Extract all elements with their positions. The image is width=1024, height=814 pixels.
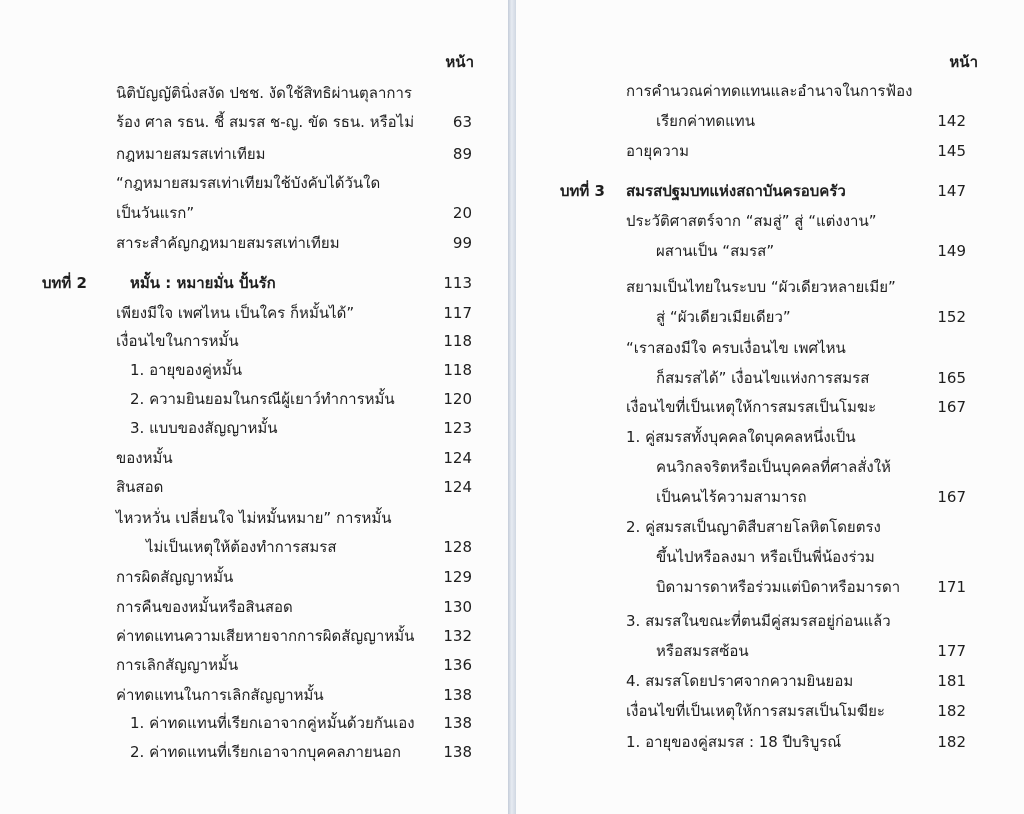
toc-entry xyxy=(0,443,508,473)
toc-entry xyxy=(0,472,508,502)
page-number: 145 xyxy=(937,142,966,160)
entry-title: เงื่อนไขในการหมั้น xyxy=(116,332,239,350)
entry-title: การผิดสัญญาหมั้น xyxy=(116,568,234,586)
chapter-label: บทที่ 2 xyxy=(42,274,87,292)
page-number: 129 xyxy=(443,568,472,586)
toc-chapter-entry xyxy=(0,268,508,298)
toc-entry xyxy=(516,727,1024,757)
toc-entry xyxy=(516,572,1024,602)
entry-title: เงื่อนไขที่เป็นเหตุให้การสมรสเป็นโมฆียะ xyxy=(626,702,885,720)
entry-title: เพียงมีใจ เพศไหน เป็นใคร ก็หมั้นได้” xyxy=(116,304,355,322)
toc-entry xyxy=(516,302,1024,332)
toc-entry xyxy=(516,272,1024,302)
entry-title: “กฎหมายสมรสเท่าเทียมใช้บังคับได้วันใด xyxy=(116,174,381,192)
toc-entry xyxy=(0,621,508,651)
page-number: 118 xyxy=(443,361,472,379)
page-number: 138 xyxy=(443,714,472,732)
page-number: 130 xyxy=(443,598,472,616)
entry-title: ร้อง ศาล รธน. ชี้ สมรส ช-ญ. ขัด รธน. หรือไม่ xyxy=(116,113,415,131)
toc-entry xyxy=(0,168,508,198)
entry-title: บิดามารดาหรือร่วมแต่บิดาหรือมารดา xyxy=(656,578,901,596)
entry-title: ค่าทดแทนความเสียหายจากการผิดสัญญาหมั้น xyxy=(116,627,415,645)
entry-title: ประวัติศาสตร์จาก “สมสู่” สู่ “แต่งงาน” xyxy=(626,212,877,230)
toc-entry xyxy=(516,236,1024,266)
entry-title: เป็นวันแรก” xyxy=(116,204,195,222)
chapter-label: บทที่ 3 xyxy=(560,182,605,200)
toc-entry xyxy=(0,413,508,443)
toc-entry xyxy=(0,384,508,414)
entry-title: 3. แบบของสัญญาหมั้น xyxy=(130,419,278,437)
entry-title: 3. สมรสในขณะที่ตนมีคู่สมรสอยู่ก่อนแล้ว xyxy=(626,612,891,630)
entry-title: คนวิกลจริตหรือเป็นบุคคลที่ศาลสั่งให้ xyxy=(656,458,891,476)
page-column-header: หน้า xyxy=(445,53,474,71)
page-number: 147 xyxy=(937,182,966,200)
toc-entry xyxy=(0,326,508,356)
toc-entry xyxy=(0,228,508,258)
toc-entry xyxy=(516,422,1024,452)
entry-title: 2. ค่าทดแทนที่เรียกเอาจากบุคคลภายนอก xyxy=(130,743,401,761)
toc-entry xyxy=(516,512,1024,542)
toc-entry xyxy=(0,532,508,562)
page-number: 182 xyxy=(937,733,966,751)
entry-title: 2. คู่สมรสเป็นญาติสืบสายโลหิตโดยตรง xyxy=(626,518,881,536)
entry-title: กฎหมายสมรสเท่าเทียม xyxy=(116,145,266,163)
page-number: 99 xyxy=(452,234,472,252)
chapter-title: หมั้น : หมายมั่น ปั้นรัก xyxy=(130,274,276,292)
entry-title: ไหวหวั่น เปลี่ยนใจ ไม่หมั้นหมาย” การหมั้น xyxy=(116,509,392,527)
entry-title: การเลิกสัญญาหมั้น xyxy=(116,656,239,674)
toc-entry xyxy=(0,680,508,710)
page-number: 149 xyxy=(937,242,966,260)
left-page xyxy=(0,0,508,814)
toc-entry xyxy=(516,666,1024,696)
toc-entry xyxy=(516,363,1024,393)
entry-title: ไม่เป็นเหตุให้ต้องทำการสมรส xyxy=(146,538,337,556)
page-number: 123 xyxy=(443,419,472,437)
page-number: 165 xyxy=(937,369,966,387)
page-number: 124 xyxy=(443,478,472,496)
toc-entry xyxy=(516,696,1024,726)
page-number: 181 xyxy=(937,672,966,690)
page-number: 167 xyxy=(937,488,966,506)
page-number: 177 xyxy=(937,642,966,660)
entry-title: 1. ค่าทดแทนที่เรียกเอาจากคู่หมั้นด้วยกันเอง xyxy=(130,714,415,732)
entry-title: 1. อายุของคู่สมรส : 18 ปีบริบูรณ์ xyxy=(626,733,842,751)
toc-entry xyxy=(516,76,1024,106)
toc-entry xyxy=(516,136,1024,166)
entry-title: สินสอด xyxy=(116,478,164,496)
toc-entry xyxy=(0,107,508,137)
toc-entry xyxy=(516,392,1024,422)
toc-entry xyxy=(516,333,1024,363)
entry-title: การคืนของหมั้นหรือสินสอด xyxy=(116,598,293,616)
entry-title: 1. คู่สมรสทั้งบุคคลใดบุคคลหนึ่งเป็น xyxy=(626,428,856,446)
toc-entry xyxy=(0,650,508,680)
entry-title: “เราสองมีใจ ครบเงื่อนไข เพศไหน xyxy=(626,339,846,357)
entry-title: ก็สมรสได้” เงื่อนไขแห่งการสมรส xyxy=(656,369,870,387)
chapter-title: สมรสปฐมบทแห่งสถาบันครอบครัว xyxy=(626,182,846,200)
toc-entry xyxy=(516,482,1024,512)
entry-title: 1. อายุของคู่หมั้น xyxy=(130,361,242,379)
toc-entry xyxy=(0,503,508,533)
toc-entry xyxy=(0,737,508,767)
page-number: 138 xyxy=(443,686,472,704)
page-number: 118 xyxy=(443,332,472,350)
toc-entry xyxy=(516,606,1024,636)
entry-title: เงื่อนไขที่เป็นเหตุให้การสมรสเป็นโมฆะ xyxy=(626,398,877,416)
entry-title: เป็นคนไร้ความสามารถ xyxy=(656,488,807,506)
entry-title: สาระสำคัญกฎหมายสมรสเท่าเทียม xyxy=(116,234,340,252)
toc-entry xyxy=(0,78,508,108)
right-page xyxy=(516,0,1024,814)
entry-title: 2. ความยินยอมในกรณีผู้เยาว์ทำการหมั้น xyxy=(130,390,395,408)
entry-title: การคำนวณค่าทดแทนและอำนาจในการฟ้อง xyxy=(626,82,913,100)
toc-entry xyxy=(516,106,1024,136)
page-number: 117 xyxy=(443,304,472,322)
entry-title: สู่ “ผัวเดียวเมียเดียว” xyxy=(656,308,791,326)
page-number: 113 xyxy=(443,274,472,292)
page-number: 128 xyxy=(443,538,472,556)
entry-title: ขึ้นไปหรือลงมา หรือเป็นพี่น้องร่วม xyxy=(656,548,875,566)
entry-title: ของหมั้น xyxy=(116,449,173,467)
page-number: 138 xyxy=(443,743,472,761)
page-number: 89 xyxy=(452,145,472,163)
toc-entry xyxy=(0,355,508,385)
entry-title: 4. สมรสโดยปราศจากความยินยอม xyxy=(626,672,854,690)
page-number: 167 xyxy=(937,398,966,416)
entry-title: ผสานเป็น “สมรส” xyxy=(656,242,775,260)
page-number: 63 xyxy=(452,113,472,131)
book-gutter xyxy=(508,0,516,814)
toc-entry xyxy=(0,562,508,592)
toc-entry xyxy=(516,452,1024,482)
entry-title: ค่าทดแทนในการเลิกสัญญาหมั้น xyxy=(116,686,324,704)
entry-title: เรียกค่าทดแทน xyxy=(656,112,755,130)
toc-entry xyxy=(0,592,508,622)
page-number: 142 xyxy=(937,112,966,130)
page-number: 136 xyxy=(443,656,472,674)
page-number: 182 xyxy=(937,702,966,720)
page-number: 152 xyxy=(937,308,966,326)
toc-entry xyxy=(0,139,508,169)
entry-title: นิติบัญญัตินิ่งสงัด ปชช. งัดใช้สิทธิผ่านตุลาการ xyxy=(116,84,412,102)
toc-chapter-entry xyxy=(516,176,1024,206)
page-number: 132 xyxy=(443,627,472,645)
toc-entry xyxy=(516,636,1024,666)
toc-entry xyxy=(0,298,508,328)
toc-entry xyxy=(516,542,1024,572)
page-number: 171 xyxy=(937,578,966,596)
entry-title: หรือสมรสซ้อน xyxy=(656,642,749,660)
page-number: 120 xyxy=(443,390,472,408)
page-number: 124 xyxy=(443,449,472,467)
entry-title: สยามเป็นไทยในระบบ “ผัวเดียวหลายเมีย” xyxy=(626,278,896,296)
toc-entry xyxy=(0,198,508,228)
page-number: 20 xyxy=(452,204,472,222)
page-column-header: หน้า xyxy=(949,53,978,71)
entry-title: อายุความ xyxy=(626,142,689,160)
toc-entry xyxy=(0,708,508,738)
toc-entry xyxy=(516,206,1024,236)
